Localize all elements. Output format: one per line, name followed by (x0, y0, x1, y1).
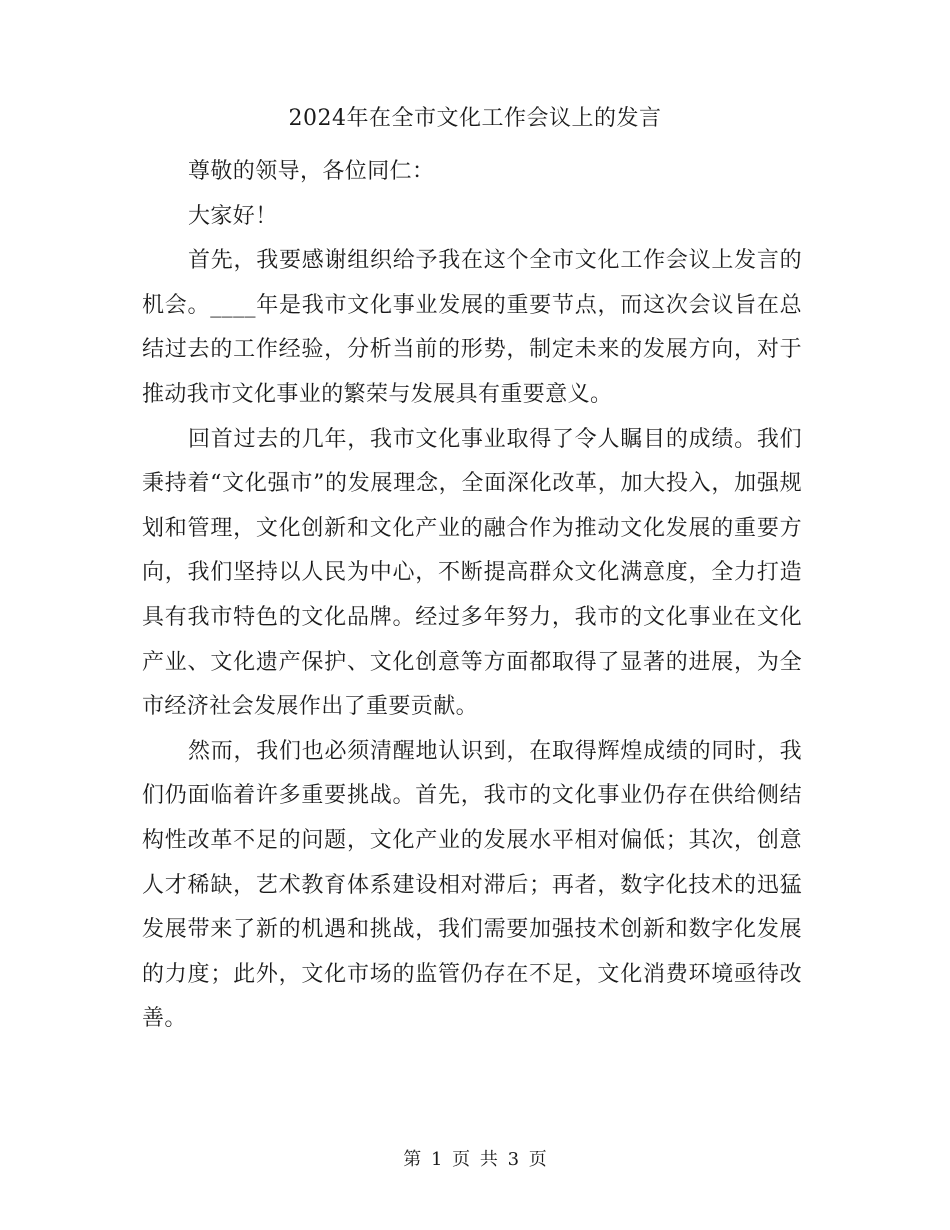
page-number-footer: 第 1 页 共 3 页 (403, 1149, 547, 1170)
paragraph-challenges: 然而，我们也必须清醒地认识到，在取得辉煌成绩的同时，我们仍面临着许多重要挑战。首先，我市的文化事业仍存在供给侧结构性改革不足的问题，文化产业的发展水平相对偏低；其次，创意人才稀缺，艺术教育体系建设相对滞后；再者，数字化技术的迅猛发展带来了新的机遇和挑战，我们需要加强技术创新和数字化发展的力度；此外，文化市场的监管仍存在不足，文化消费环境亟待改善。 (142, 738, 802, 1032)
salutation: 尊敬的领导，各位同仁： (188, 159, 435, 184)
greeting: 大家好！ (188, 203, 278, 229)
paragraph-intro: 首先，我要感谢组织给予我在这个全市文化工作会议上发言的机会。____年是我市文化事业发展的重要节点，而这次会议旨在总结过去的工作经验，分析当前的形势，制定未来的发展方向，对于推动我市文化事业的繁荣与发展具有重要意义。 (142, 248, 802, 407)
document-title: 2024年在全市文化工作会议上的发言 (288, 106, 662, 131)
paragraph-achievements: 回首过去的几年，我市文化事业取得了令人瞩目的成绩。我们秉持着“文化强市”的发展理念，全面深化改革，加大投入，加强规划和管理，文化创新和文化产业的融合作为推动文化发展的重要方向，我们坚持以人民为中心，不断提高群众文化满意度，全力打造具有我市特色的文化品牌。经过多年努力，我市的文化事业在文化产业、文化遗产保护、文化创意等方面都取得了显著的进展，为全市经济社会发展作出了重要贡献。 (142, 426, 802, 720)
document-body (142, 150, 802, 1042)
